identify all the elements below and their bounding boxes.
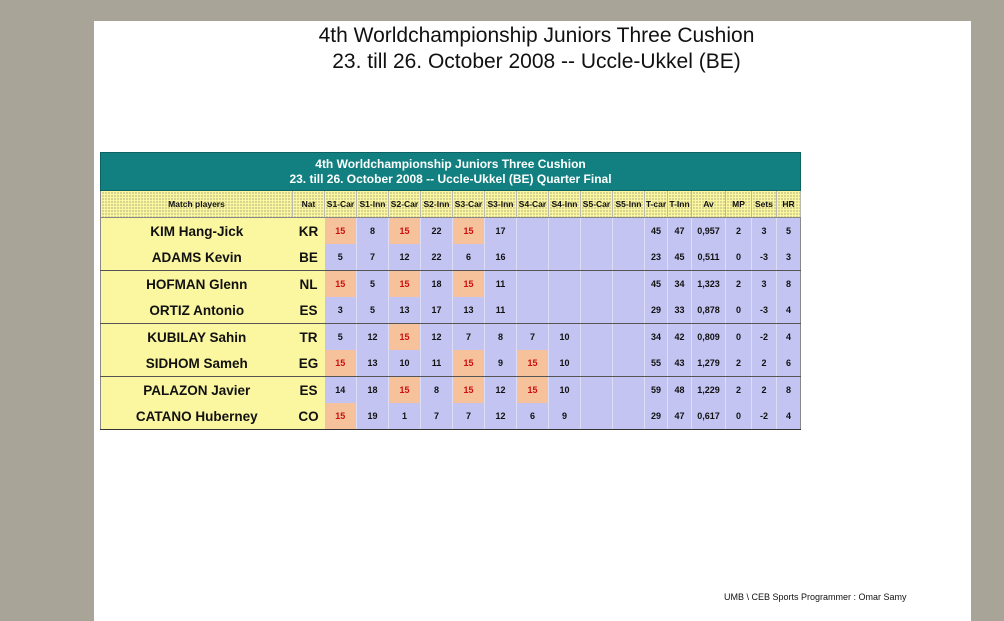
total-cell-av: 1,323 bbox=[692, 271, 726, 298]
set-score-cell: 15 bbox=[325, 403, 357, 430]
total-cell-tcar: 55 bbox=[645, 350, 668, 377]
column-header: T-car bbox=[645, 191, 668, 218]
total-cell-sets: -3 bbox=[752, 297, 777, 324]
player-name: SIDHOM Sameh bbox=[101, 350, 293, 377]
set-score-cell: 15 bbox=[453, 271, 485, 298]
player-nat: KR bbox=[293, 218, 325, 245]
total-cell-tinn: 43 bbox=[668, 350, 692, 377]
set-score-cell bbox=[581, 350, 613, 377]
set-score-cell: 5 bbox=[357, 271, 389, 298]
set-score-cell bbox=[581, 271, 613, 298]
set-score-cell: 18 bbox=[421, 271, 453, 298]
page-title-line2: 23. till 26. October 2008 -- Uccle-Ukkel (BE) bbox=[332, 50, 741, 73]
set-score-cell bbox=[549, 218, 581, 245]
set-score-cell: 16 bbox=[485, 244, 517, 271]
column-header-row bbox=[101, 191, 801, 218]
set-score-cell: 5 bbox=[325, 244, 357, 271]
column-header: Nat bbox=[293, 191, 325, 218]
table-header-line2: 23. till 26. October 2008 -- Uccle-Ukkel (BE) Quarter Final bbox=[289, 171, 612, 186]
total-cell-tcar: 45 bbox=[645, 218, 668, 245]
total-cell-hr: 3 bbox=[777, 244, 801, 271]
set-score-cell: 7 bbox=[421, 403, 453, 430]
table-row bbox=[101, 244, 801, 271]
set-score-cell bbox=[581, 297, 613, 324]
player-name: ADAMS Kevin bbox=[101, 244, 293, 271]
set-score-cell: 11 bbox=[485, 271, 517, 298]
total-cell-tinn: 42 bbox=[668, 324, 692, 351]
total-cell-hr: 6 bbox=[777, 350, 801, 377]
set-score-cell: 12 bbox=[357, 324, 389, 351]
total-cell-tcar: 34 bbox=[645, 324, 668, 351]
set-score-cell: 3 bbox=[325, 297, 357, 324]
total-cell-av: 0,511 bbox=[692, 244, 726, 271]
table-row bbox=[101, 377, 801, 404]
column-header: HR bbox=[777, 191, 801, 218]
table-row bbox=[101, 297, 801, 324]
column-header: T-Inn bbox=[668, 191, 692, 218]
page-title bbox=[94, 23, 971, 75]
table-row bbox=[101, 218, 801, 245]
total-cell-hr: 8 bbox=[777, 377, 801, 404]
total-cell-mp: 0 bbox=[726, 324, 752, 351]
set-score-cell: 15 bbox=[517, 377, 549, 404]
player-nat: CO bbox=[293, 403, 325, 430]
total-cell-hr: 4 bbox=[777, 324, 801, 351]
table-row bbox=[101, 403, 801, 430]
player-nat: ES bbox=[293, 377, 325, 404]
set-score-cell: 12 bbox=[485, 377, 517, 404]
set-score-cell: 14 bbox=[325, 377, 357, 404]
total-cell-tcar: 29 bbox=[645, 297, 668, 324]
total-cell-tinn: 34 bbox=[668, 271, 692, 298]
table-row bbox=[101, 324, 801, 351]
set-score-cell bbox=[517, 218, 549, 245]
total-cell-mp: 0 bbox=[726, 403, 752, 430]
total-cell-tcar: 59 bbox=[645, 377, 668, 404]
total-cell-sets: -2 bbox=[752, 403, 777, 430]
table-header-line1: 4th Worldchampionship Juniors Three Cushion bbox=[315, 156, 586, 171]
column-header: S1-Inn bbox=[357, 191, 389, 218]
set-score-cell: 15 bbox=[325, 350, 357, 377]
set-score-cell: 8 bbox=[357, 218, 389, 245]
set-score-cell: 8 bbox=[421, 377, 453, 404]
set-score-cell: 15 bbox=[325, 218, 357, 245]
total-cell-mp: 2 bbox=[726, 350, 752, 377]
set-score-cell: 15 bbox=[389, 324, 421, 351]
set-score-cell: 7 bbox=[453, 403, 485, 430]
set-score-cell bbox=[517, 244, 549, 271]
set-score-cell: 10 bbox=[389, 350, 421, 377]
set-score-cell: 15 bbox=[517, 350, 549, 377]
set-score-cell: 9 bbox=[485, 350, 517, 377]
player-nat: BE bbox=[293, 244, 325, 271]
set-score-cell bbox=[517, 271, 549, 298]
total-cell-hr: 5 bbox=[777, 218, 801, 245]
total-cell-mp: 0 bbox=[726, 244, 752, 271]
set-score-cell: 7 bbox=[453, 324, 485, 351]
player-nat: ES bbox=[293, 297, 325, 324]
total-cell-hr: 4 bbox=[777, 403, 801, 430]
set-score-cell: 15 bbox=[325, 271, 357, 298]
column-header: S3-Inn bbox=[485, 191, 517, 218]
set-score-cell: 7 bbox=[517, 324, 549, 351]
column-header: S3-Car bbox=[453, 191, 485, 218]
document-page bbox=[94, 21, 971, 621]
set-score-cell: 22 bbox=[421, 244, 453, 271]
total-cell-mp: 2 bbox=[726, 377, 752, 404]
column-header: Av bbox=[692, 191, 726, 218]
set-score-cell: 12 bbox=[421, 324, 453, 351]
column-header: S4-Inn bbox=[549, 191, 581, 218]
total-cell-tinn: 47 bbox=[668, 403, 692, 430]
total-cell-av: 1,279 bbox=[692, 350, 726, 377]
total-cell-tcar: 45 bbox=[645, 271, 668, 298]
set-score-cell bbox=[581, 324, 613, 351]
player-nat: TR bbox=[293, 324, 325, 351]
player-name: KUBILAY Sahin bbox=[101, 324, 293, 351]
set-score-cell: 13 bbox=[453, 297, 485, 324]
total-cell-sets: 3 bbox=[752, 271, 777, 298]
total-cell-sets: 3 bbox=[752, 218, 777, 245]
player-name: PALAZON Javier bbox=[101, 377, 293, 404]
set-score-cell bbox=[613, 297, 645, 324]
total-cell-sets: 2 bbox=[752, 350, 777, 377]
set-score-cell: 10 bbox=[549, 324, 581, 351]
set-score-cell bbox=[613, 377, 645, 404]
set-score-cell: 17 bbox=[485, 218, 517, 245]
total-cell-tinn: 45 bbox=[668, 244, 692, 271]
set-score-cell bbox=[613, 350, 645, 377]
column-header: S2-Inn bbox=[421, 191, 453, 218]
set-score-cell bbox=[581, 377, 613, 404]
column-header: S1-Car bbox=[325, 191, 357, 218]
total-cell-sets: 2 bbox=[752, 377, 777, 404]
footer-credit: UMB \ CEB Sports Programmer : Omar Samy bbox=[724, 592, 907, 602]
player-name: ORTIZ Antonio bbox=[101, 297, 293, 324]
column-header: S5-Car bbox=[581, 191, 613, 218]
set-score-cell bbox=[549, 297, 581, 324]
total-cell-av: 0,617 bbox=[692, 403, 726, 430]
total-cell-sets: -3 bbox=[752, 244, 777, 271]
set-score-cell bbox=[581, 244, 613, 271]
total-cell-hr: 8 bbox=[777, 271, 801, 298]
set-score-cell bbox=[613, 244, 645, 271]
page-title-line1: 4th Worldchampionship Juniors Three Cushion bbox=[318, 24, 755, 47]
total-cell-mp: 2 bbox=[726, 271, 752, 298]
set-score-cell bbox=[549, 271, 581, 298]
column-header: S2-Car bbox=[389, 191, 421, 218]
set-score-cell: 15 bbox=[453, 377, 485, 404]
player-name: CATANO Huberney bbox=[101, 403, 293, 430]
set-score-cell: 17 bbox=[421, 297, 453, 324]
total-cell-tcar: 29 bbox=[645, 403, 668, 430]
total-cell-tcar: 23 bbox=[645, 244, 668, 271]
total-cell-mp: 2 bbox=[726, 218, 752, 245]
column-header: S5-Inn bbox=[613, 191, 645, 218]
column-header: S4-Car bbox=[517, 191, 549, 218]
set-score-cell bbox=[613, 271, 645, 298]
set-score-cell: 9 bbox=[549, 403, 581, 430]
total-cell-sets: -2 bbox=[752, 324, 777, 351]
set-score-cell: 15 bbox=[453, 218, 485, 245]
set-score-cell bbox=[581, 218, 613, 245]
set-score-cell bbox=[549, 244, 581, 271]
player-nat: NL bbox=[293, 271, 325, 298]
set-score-cell: 15 bbox=[389, 271, 421, 298]
total-cell-tinn: 33 bbox=[668, 297, 692, 324]
set-score-cell: 13 bbox=[389, 297, 421, 324]
set-score-cell: 10 bbox=[549, 350, 581, 377]
table-row bbox=[101, 271, 801, 298]
table-row bbox=[101, 350, 801, 377]
table-header bbox=[101, 153, 801, 191]
total-cell-mp: 0 bbox=[726, 297, 752, 324]
set-score-cell: 12 bbox=[389, 244, 421, 271]
set-score-cell bbox=[613, 218, 645, 245]
set-score-cell: 11 bbox=[421, 350, 453, 377]
column-header: MP bbox=[726, 191, 752, 218]
total-cell-av: 0,957 bbox=[692, 218, 726, 245]
set-score-cell: 5 bbox=[325, 324, 357, 351]
player-name: KIM Hang-Jick bbox=[101, 218, 293, 245]
total-cell-tinn: 48 bbox=[668, 377, 692, 404]
player-name: HOFMAN Glenn bbox=[101, 271, 293, 298]
total-cell-hr: 4 bbox=[777, 297, 801, 324]
column-header: Match players bbox=[101, 191, 293, 218]
column-header: Sets bbox=[752, 191, 777, 218]
set-score-cell: 1 bbox=[389, 403, 421, 430]
set-score-cell: 6 bbox=[453, 244, 485, 271]
set-score-cell: 13 bbox=[357, 350, 389, 377]
set-score-cell: 7 bbox=[357, 244, 389, 271]
total-cell-av: 1,229 bbox=[692, 377, 726, 404]
set-score-cell: 19 bbox=[357, 403, 389, 430]
total-cell-av: 0,878 bbox=[692, 297, 726, 324]
results-table bbox=[100, 152, 801, 430]
set-score-cell: 15 bbox=[453, 350, 485, 377]
player-nat: EG bbox=[293, 350, 325, 377]
set-score-cell: 11 bbox=[485, 297, 517, 324]
set-score-cell: 10 bbox=[549, 377, 581, 404]
results-body bbox=[101, 218, 801, 430]
total-cell-av: 0,809 bbox=[692, 324, 726, 351]
set-score-cell bbox=[613, 403, 645, 430]
total-cell-tinn: 47 bbox=[668, 218, 692, 245]
set-score-cell: 18 bbox=[357, 377, 389, 404]
set-score-cell: 8 bbox=[485, 324, 517, 351]
set-score-cell: 5 bbox=[357, 297, 389, 324]
set-score-cell bbox=[581, 403, 613, 430]
set-score-cell: 6 bbox=[517, 403, 549, 430]
set-score-cell bbox=[613, 324, 645, 351]
set-score-cell: 12 bbox=[485, 403, 517, 430]
set-score-cell: 15 bbox=[389, 218, 421, 245]
set-score-cell bbox=[517, 297, 549, 324]
set-score-cell: 22 bbox=[421, 218, 453, 245]
set-score-cell: 15 bbox=[389, 377, 421, 404]
